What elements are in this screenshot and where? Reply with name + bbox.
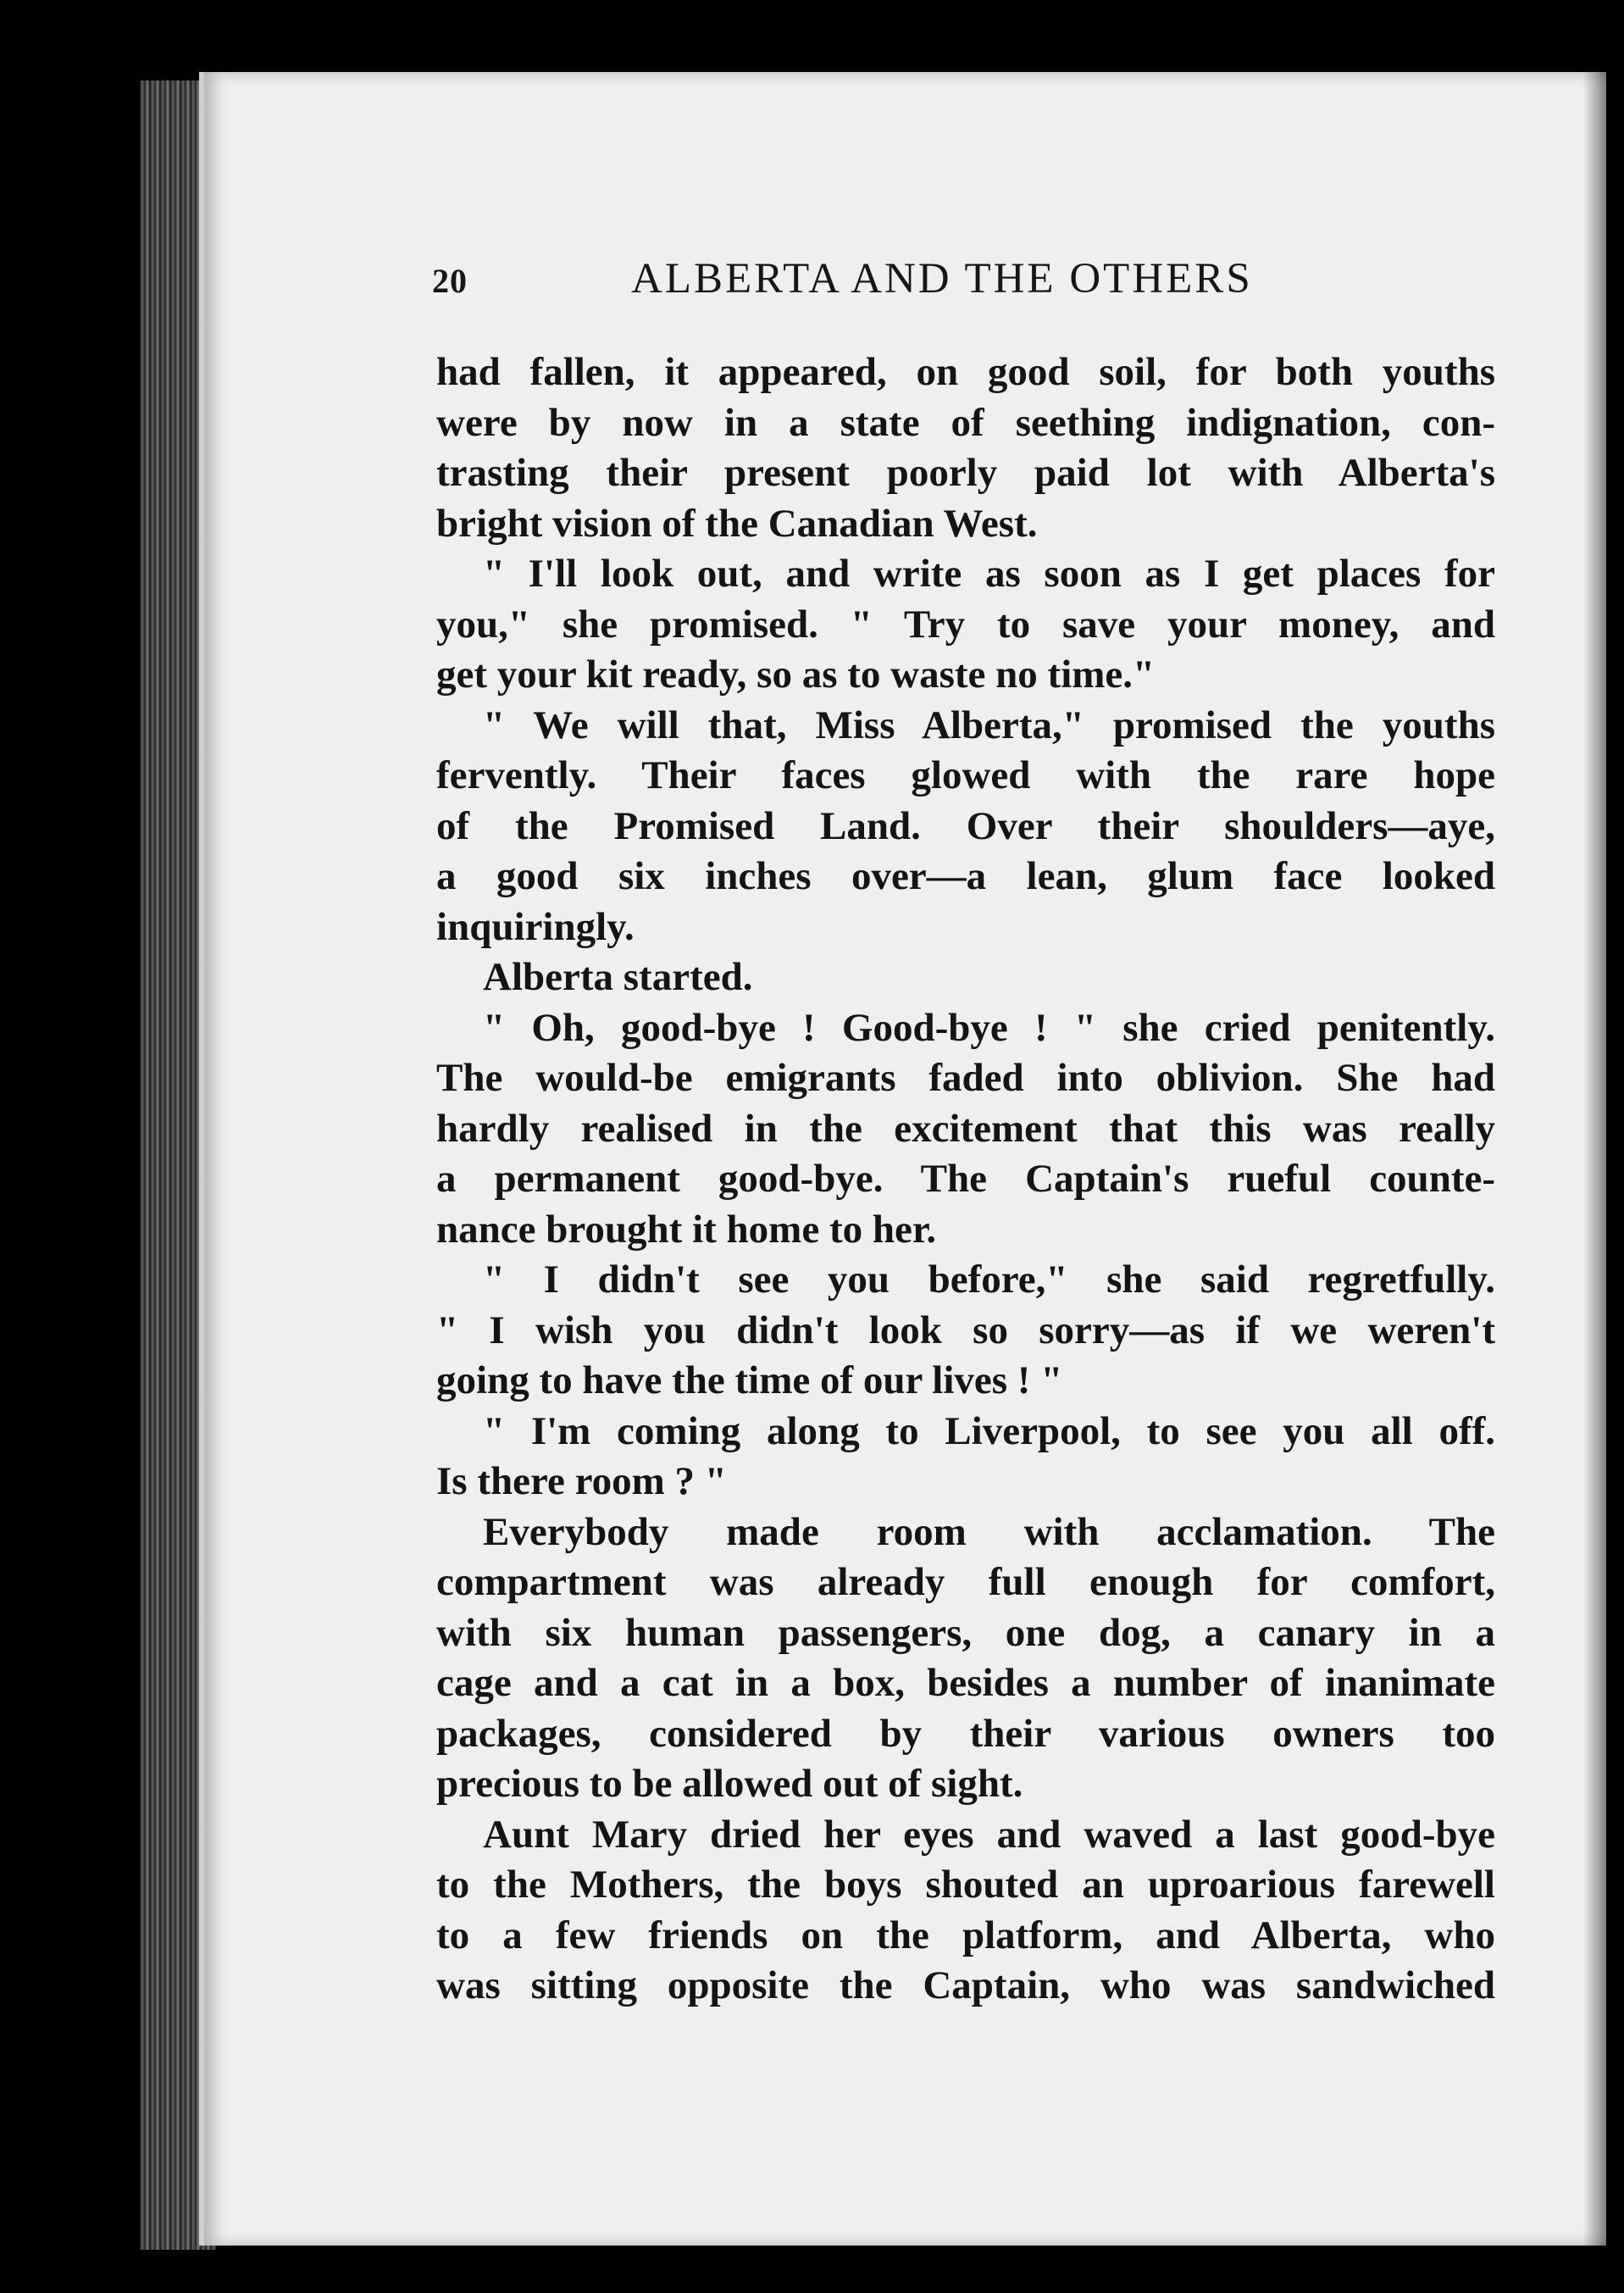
text-line: were by now in a state of seething indignation, con- xyxy=(436,400,1495,445)
book-title: ALBERTA AND THE OTHERS xyxy=(631,255,1253,303)
text-line: a good six inches over—a lean, glum face looked xyxy=(436,854,1495,898)
text-line: to the Mothers, the boys shouted an uproarious farewell xyxy=(436,1863,1495,1907)
text-line: a permanent good-bye. The Captain's rueful counte- xyxy=(436,1157,1495,1201)
text-line: fervently. Their faces glowed with the rare hope xyxy=(436,753,1495,797)
text-line: inquiringly. xyxy=(436,904,635,949)
text-line: had fallen, it appeared, on good soil, for both youths xyxy=(436,350,1495,394)
text-line: " We will that, Miss Alberta," promised the youths xyxy=(483,702,1495,747)
text-line: nance brought it home to her. xyxy=(436,1207,937,1252)
text-line: with six human passengers, one dog, a canary in a xyxy=(436,1610,1495,1655)
text-line: of the Promised Land. Over their shoulders—aye, xyxy=(436,803,1495,848)
text-line: trasting their present poorly paid lot with Alberta's xyxy=(436,451,1495,495)
text-line: The would-be emigrants faded into oblivion. She had xyxy=(436,1056,1495,1100)
text-line: hardly realised in the excitement that this was really xyxy=(436,1106,1495,1151)
text-line: cage and a cat in a box, besides a number of inanimate xyxy=(436,1661,1495,1705)
text-line: compartment was already full enough for comfort, xyxy=(436,1560,1495,1604)
text-line: Aunt Mary dried her eyes and waved a last good-bye xyxy=(483,1812,1495,1857)
page-number: 20 xyxy=(432,262,468,300)
text-line: Everybody made room with acclamation. The xyxy=(483,1509,1495,1554)
text-line: precious to be allowed out of sight. xyxy=(436,1762,1023,1806)
text-line: " I'll look out, and write as soon as I get places for xyxy=(483,552,1495,596)
text-line: " I'm coming along to Liverpool, to see you all off. xyxy=(483,1408,1495,1453)
text-line: " I wish you didn't look so sorry—as if we weren't xyxy=(436,1308,1495,1352)
text-line: get your kit ready, so as to waste no time." xyxy=(436,652,1156,697)
page-gutter-shadow xyxy=(1582,72,1606,2246)
text-line: Is there room ? " xyxy=(436,1459,727,1503)
text-line: going to have the time of our lives ! " xyxy=(436,1358,1063,1402)
text-line: " I didn't see you before," she said regretfully. xyxy=(483,1258,1495,1302)
body-text xyxy=(436,347,1495,2012)
text-line: bright vision of the Canadian West. xyxy=(436,501,1038,546)
text-line: to a few friends on the platform, and Alberta, who xyxy=(436,1913,1495,1957)
text-line: was sitting opposite the Captain, who was sandwiched xyxy=(436,1963,1495,2007)
text-line: Alberta started. xyxy=(483,955,753,999)
text-line: you," she promised. " Try to save your money, and xyxy=(436,602,1495,647)
text-line: packages, considered by their various owners too xyxy=(436,1711,1495,1756)
running-head xyxy=(432,254,1309,305)
text-line: " Oh, good-bye ! Good-bye ! " she cried penitently. xyxy=(483,1005,1495,1050)
